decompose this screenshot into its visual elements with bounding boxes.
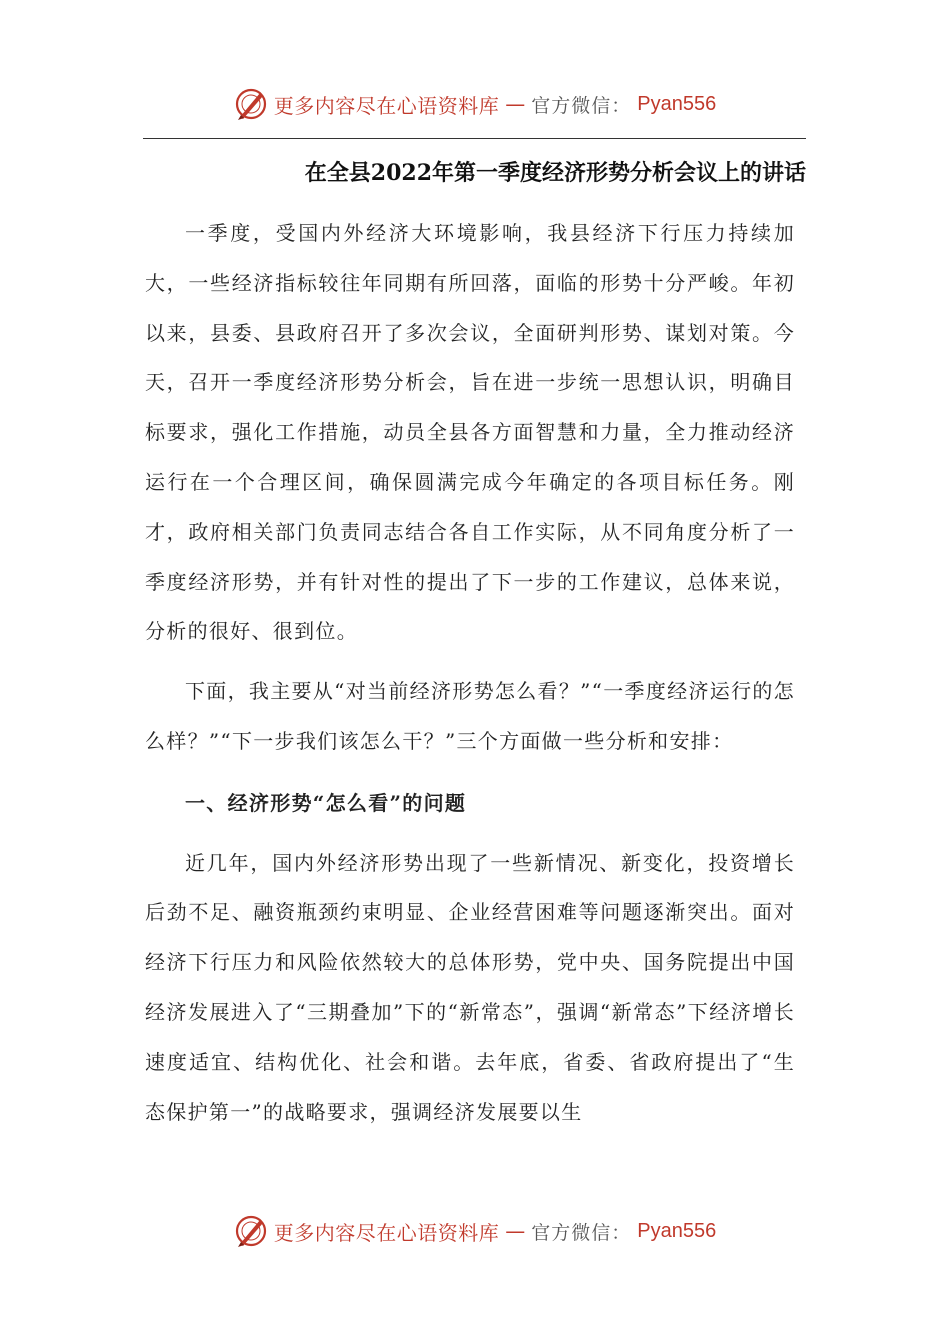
section-heading: 一、经济形势“怎么看”的问题 xyxy=(185,790,467,815)
pen-logo-icon xyxy=(234,1214,268,1248)
banner-sub-text: 官方微信： xyxy=(531,1221,632,1244)
body-paragraph: 一季度，受国内外经济大环境影响，我县经济下行压力持续加大，一些经济指标较往年同期有所回落，面临的形势十分严峻。年初以来，县委、县政府召开了多次会议，全面研判形势、谋划对策。今天，召开一季度经济形势分析会，旨在进一步统一思想认识，明确目标要求，强化工作措施，动员全县各方面智慧和力量，全力推动经济运行在一个合理区间，确保圆满完成今年确定的各项目标任务。刚才，政府相关部门负责同志结合各自工作实际，从不同角度分析了一季度经济形势，并有针对性的提出了下一步的工作建议，总体来说，分析的很好、很到位。 xyxy=(145,221,795,644)
banner-main-text: 更多内容尽在心语资料库 xyxy=(273,1220,500,1245)
header-banner xyxy=(0,84,950,124)
banner-main-text: 更多内容尽在心语资料库 xyxy=(273,93,500,118)
banner-sub-text: 官方微信： xyxy=(531,94,632,117)
banner-dash: — xyxy=(505,1219,526,1243)
banner-wechat-id: Pyan556 xyxy=(637,1219,717,1242)
footer-banner xyxy=(0,1211,950,1251)
body-paragraph: 下面，我主要从“对当前经济形势怎么看？”“一季度经济运行的怎么样？”“下一步我们该怎么干？”三个方面做一些分析和安排： xyxy=(145,679,795,753)
document-body xyxy=(145,209,795,1137)
body-paragraph: 近几年，国内外经济形势出现了一些新情况、新变化，投资增长后劲不足、融资瓶颈约束明显、企业经营困难等问题逐渐突出。面对经济下行压力和风险依然较大的总体形势，党中央、国务院提出中国经济发展进入了“三期叠加”下的“新常态”，强调“新常态”下经济增长速度适宜、结构优化、社会和谐。去年底，省委、省政府提出了“生态保护第一”的战略要求，强调经济发展要以生 xyxy=(145,850,795,1124)
pen-logo-icon xyxy=(234,87,268,121)
banner-dash: — xyxy=(505,92,526,116)
document-title: 在全县2022年第一季度经济形势分析会议上的讲话 xyxy=(304,160,806,186)
banner-wechat-id: Pyan556 xyxy=(637,92,717,115)
header-rule xyxy=(143,138,806,139)
